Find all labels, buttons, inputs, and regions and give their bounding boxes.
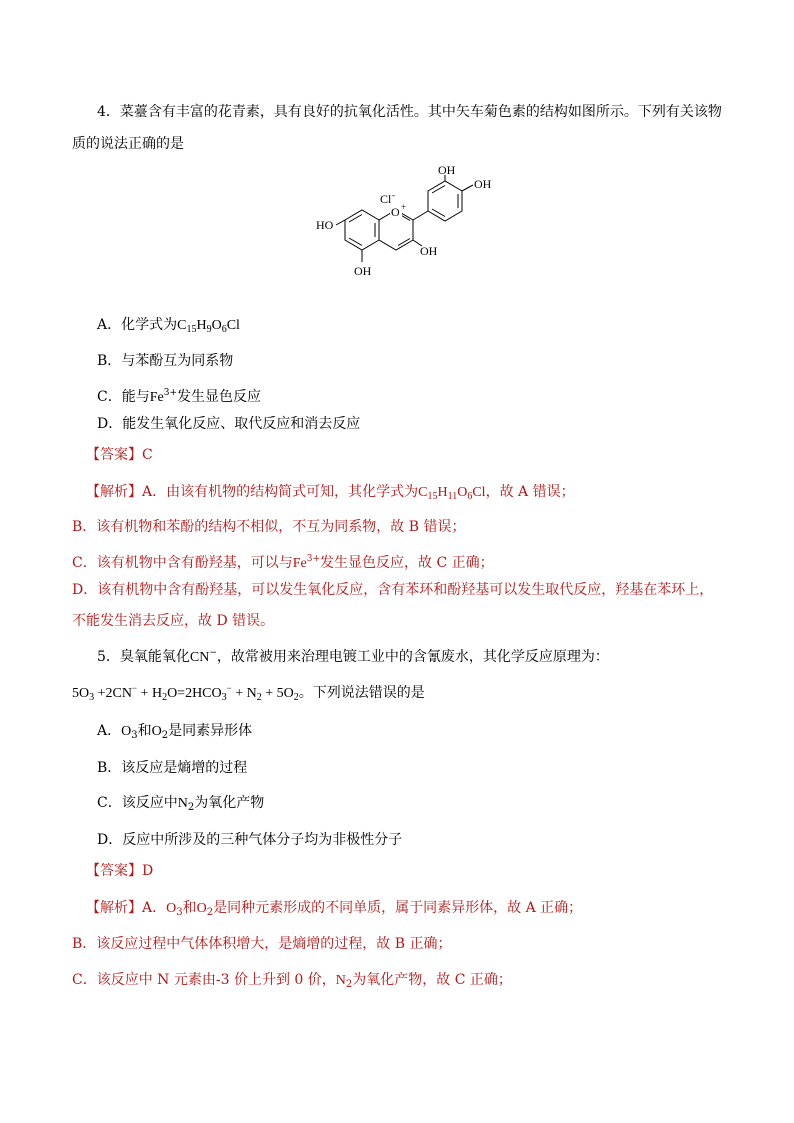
q4-option-a-text: A．化学式为: [97, 317, 178, 333]
ring-a-double-bond: [349, 238, 362, 246]
ring-b: [428, 181, 462, 221]
analysis-tag: 【解析】: [86, 900, 142, 916]
answer-value: C: [142, 447, 153, 463]
q5-option-a: A．$O_3$和$O_2$是同素异形体: [97, 723, 253, 741]
ring-link-bond: [413, 211, 428, 220]
ring-b-double-bond: [432, 186, 445, 194]
ho-label: HO: [316, 218, 334, 232]
chloride-charge: -: [392, 190, 395, 200]
ring-b-double-bond: [432, 209, 445, 217]
q4-option-a-formula: $C_{15}H_9O_6Cl$: [177, 318, 240, 335]
oxygen-label: O: [391, 205, 400, 219]
ring-a-double-bond: [349, 215, 362, 223]
oh-label: OH: [354, 264, 372, 278]
analysis-tag: 【解析】: [86, 484, 142, 500]
q5-equation-line: $5O_3 +2CN^- + H_2O=2HCO_3^- + N_2 + 5O_2$。下列说法错误的是: [72, 683, 425, 703]
q5-equation: $5O_3 +2CN^- + H_2O=2HCO_3^- + N_2 + 5O_2$: [72, 683, 299, 703]
q4-answer: [86, 445, 153, 465]
q4-option-c: C．能与$Fe^{3+}$发生显色反应: [97, 388, 261, 405]
q4-stem-line2: 质的说法正确的是: [72, 136, 184, 152]
chloride-label: Cl: [380, 192, 392, 206]
oh-label: OH: [420, 244, 438, 258]
q5-option-d: D．反应中所涉及的三种气体分子均为非极性分子: [97, 832, 403, 848]
ring-a: [345, 210, 379, 250]
cyanidin-structure-diagram: [310, 165, 510, 295]
q4-analysis-b: B．该有机物和苯酚的结构不相似，不互为同系物，故 B 错误；: [72, 519, 466, 535]
q5-analysis-b: B．该反应过程中气体体积增大，是熵增的过程，故 B 正确；: [72, 936, 452, 952]
q5-analysis-a: 【解析】A．$O_3$和$O_2$是同种元素形成的不同单质，属于同素异形体，故 A 正确；: [86, 900, 583, 918]
q4-analysis-formula: $C_{15}H_{11}O_6Cl$: [418, 485, 486, 502]
oh-bond: [336, 220, 345, 225]
q5-option-c: C．该反应中$N_2$为氧化产物: [97, 795, 265, 813]
oh-label: OH: [438, 165, 456, 177]
answer-value: D: [142, 863, 154, 879]
q4-analysis-d-line2: 不能发生消去反应，故 D 错误。: [72, 613, 275, 629]
q4-analysis-a: 【解析】A．由该有机物的结构简式可知，其化学式为$C_{15}H_{11}O_6Cl$，故 A 错误；: [86, 484, 575, 502]
q5-analysis-c: C．该反应中 N 元素由-3 价上升到 0 价，$N_2$为氧化产物，故 C 正确；: [72, 972, 512, 990]
oh-bond: [462, 185, 473, 191]
oxygen-charge: +: [401, 202, 407, 212]
q4-option-a: [97, 315, 240, 340]
answer-tag: 【答案】: [86, 447, 142, 463]
q5-stem: 5．臭氧能氧化CN−，故常被用来治理电镀工业中的含氰废水，其化学反应原理为：: [97, 648, 609, 665]
q4-option-d: D．能发生氧化反应、取代反应和消去反应: [97, 416, 361, 432]
q5-answer: [86, 861, 153, 881]
ring-c-double-bond: [398, 239, 410, 246]
oh-label: OH: [474, 177, 492, 191]
answer-tag: 【答案】: [86, 863, 142, 879]
q4-option-b: B．与苯酚互为同系物: [97, 353, 234, 369]
q5-option-b: B．该反应是熵增的过程: [97, 760, 248, 776]
q4-analysis-c: C．该有机物中含有酚羟基，可以与$Fe^{3+}$发生显色反应，故 C 正确；: [72, 554, 494, 571]
q4-stem-line1: 4．菜薹含有丰富的花青素，具有良好的抗氧化活性。其中矢车菊色素的结构如图所示。下列有关该物: [97, 104, 722, 120]
q4-analysis-d-line1: D．该有机物中含有酚羟基，可以发生氧化反应，含有苯环和酚羟基可以发生取代反应，羟基在苯环上，: [72, 582, 714, 598]
